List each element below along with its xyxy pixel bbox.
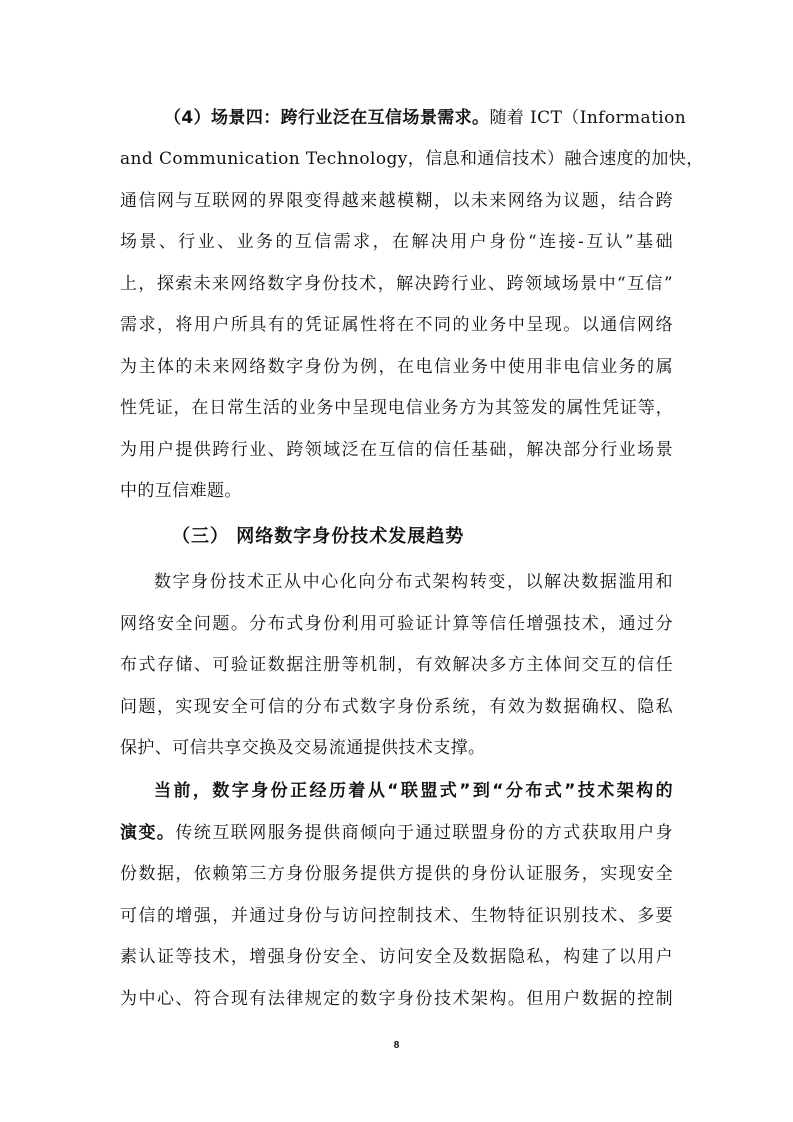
section4-line-5: 上，探索未来网络数字身份技术，解决跨行业、跨领域场景中“互信” [120, 274, 673, 294]
para2-line-3: 份数据，依赖第三方身份服务提供方提供的身份认证服务，实现安全 [120, 864, 673, 884]
section4-line-10: 中的互信难题。 [120, 481, 242, 501]
para2-line-2 [120, 819, 673, 847]
para1-line-5: 保护、可信共享交换及交易流通提供技术支撑。 [120, 738, 486, 758]
section4-line-4: 场景、行业、业务的互信需求，在解决用户身份“连接-互认”基础 [120, 232, 673, 252]
para2-line-5: 素认证等技术，增强身份安全、访问安全及数据隐私，构建了以用户 [120, 947, 673, 967]
para2-bold-line-1: 当前，数字身份正经历着从“联盟式”到“分布式”技术架构的 [154, 781, 673, 801]
section4-line-3: 通信网与互联网的界限变得越来越模糊，以未来网络为议题，结合跨 [120, 191, 673, 211]
section4-line-9: 为用户提供跨行业、跨领域泛在互信的信任基础，解决部分行业场景 [120, 440, 673, 460]
section4-line-6: 需求，将用户所具有的凭证属性将在不同的业务中呈现。以通信网络 [120, 315, 673, 335]
section-heading-3: （三） 网络数字身份技术发展趋势 [172, 526, 465, 547]
section4-line-2: and Communication Technology，信息和通信技术）融合速度的加快， [120, 149, 704, 169]
para1-line-1: 数字身份技术正从中心化向分布式架构转变，以解决数据滥用和 [154, 572, 673, 592]
section4-title: （4）场景四：跨行业泛在互信场景需求。 [164, 108, 490, 128]
para1-line-4: 问题，实现安全可信的分布式数字身份系统，有效为数据确权、隐私 [120, 697, 673, 717]
para2-line-6: 为中心、符合现有法律规定的数字身份技术架构。但用户数据的控制 [120, 989, 673, 1009]
para1-line-2: 网络安全问题。分布式身份利用可验证计算等信任增强技术，通过分 [120, 614, 673, 634]
section4-line-7: 为主体的未来网络数字身份为例，在电信业务中使用非电信业务的属 [120, 357, 673, 377]
para1-line-3: 布式存储、可验证数据注册等机制，有效解决多方主体间交互的信任 [120, 655, 673, 675]
para2-line-4: 可信的增强，并通过身份与访问控制技术、生物特征识别技术、多要 [120, 906, 673, 926]
section4-first-line [164, 104, 687, 132]
section4-first-line-text: 随着 ICT（Information [489, 108, 687, 128]
section4-line-8: 性凭证，在日常生活的业务中呈现电信业务方为其签发的属性凭证等， [120, 398, 673, 418]
page-number: 8 [393, 1040, 400, 1051]
para2-bold-start: 演变。 [120, 823, 176, 843]
para2-line-2-text: 传统互联网服务提供商倾向于通过联盟身份的方式获取用户身 [175, 823, 673, 843]
